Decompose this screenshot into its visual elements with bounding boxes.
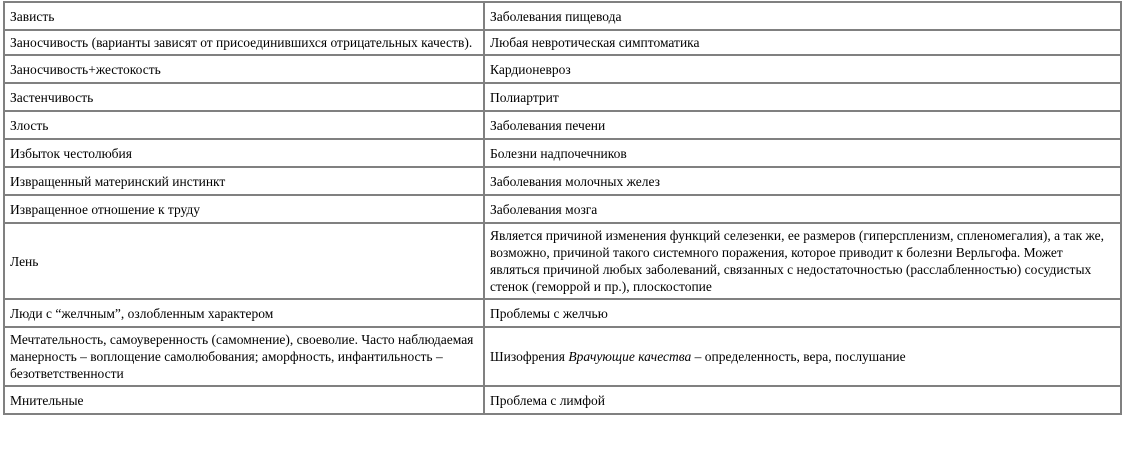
trait-cell: Заносчивость (варианты зависят от присоединившихся отрицательных качеств).	[4, 30, 484, 55]
correspondence-table	[3, 1, 1122, 415]
table-row	[4, 55, 1121, 83]
trait-cell: Избыток честолюбия	[4, 139, 484, 167]
trait-cell: Зависть	[4, 2, 484, 30]
disease-cell: Заболевания печени	[484, 111, 1121, 139]
table-row	[4, 139, 1121, 167]
disease-text: Шизофрения	[490, 349, 565, 364]
table-row	[4, 111, 1121, 139]
trait-cell: Извращенный материнский инстинкт	[4, 167, 484, 195]
table-row	[4, 386, 1121, 414]
trait-cell: Застенчивость	[4, 83, 484, 111]
table-row	[4, 2, 1121, 30]
trait-cell: Люди с “желчным”, озлобленным характером	[4, 299, 484, 327]
table-row	[4, 83, 1121, 111]
trait-cell: Мнительные	[4, 386, 484, 414]
table-row	[4, 223, 1121, 299]
disease-cell: Любая невротическая симптоматика	[484, 30, 1121, 55]
disease-cell	[484, 327, 1121, 386]
disease-cell: Заболевания мозга	[484, 195, 1121, 223]
disease-cell: Проблема с лимфой	[484, 386, 1121, 414]
table-row	[4, 167, 1121, 195]
table-row	[4, 30, 1121, 55]
trait-cell: Лень	[4, 223, 484, 299]
trait-cell: Мечтательность, самоуверенность (самомнение), своеволие. Часто наблюдаемая манерность – воплощение самолюбования; аморфность, инфантильность – безответственности	[4, 327, 484, 386]
disease-cell: Заболевания пищевода	[484, 2, 1121, 30]
disease-cell: Заболевания молочных желез	[484, 167, 1121, 195]
disease-cell: Проблемы с желчью	[484, 299, 1121, 327]
disease-cell: Полиартрит	[484, 83, 1121, 111]
trait-cell: Заносчивость+жестокость	[4, 55, 484, 83]
disease-cell: Кардионевроз	[484, 55, 1121, 83]
disease-cell: Является причиной изменения функций селезенки, ее размеров (гиперспленизм, спленомегалия), а так же, возможно, причиной такого системного поражения, которое приводит к болезни Верльгофа. Может являться причиной любых заболеваний, связанных с недостаточностью (расслабленностью) сосудистых стенок (геморрой и пр.), плоскостопие	[484, 223, 1121, 299]
healing-qualities-label: Врачующие качества	[568, 349, 692, 364]
table-row	[4, 299, 1121, 327]
table-row	[4, 327, 1121, 386]
disease-cell: Болезни надпочечников	[484, 139, 1121, 167]
healing-qualities-text: – определенность, вера, послушание	[691, 349, 906, 364]
table-row	[4, 195, 1121, 223]
trait-cell: Извращенное отношение к труду	[4, 195, 484, 223]
trait-cell: Злость	[4, 111, 484, 139]
